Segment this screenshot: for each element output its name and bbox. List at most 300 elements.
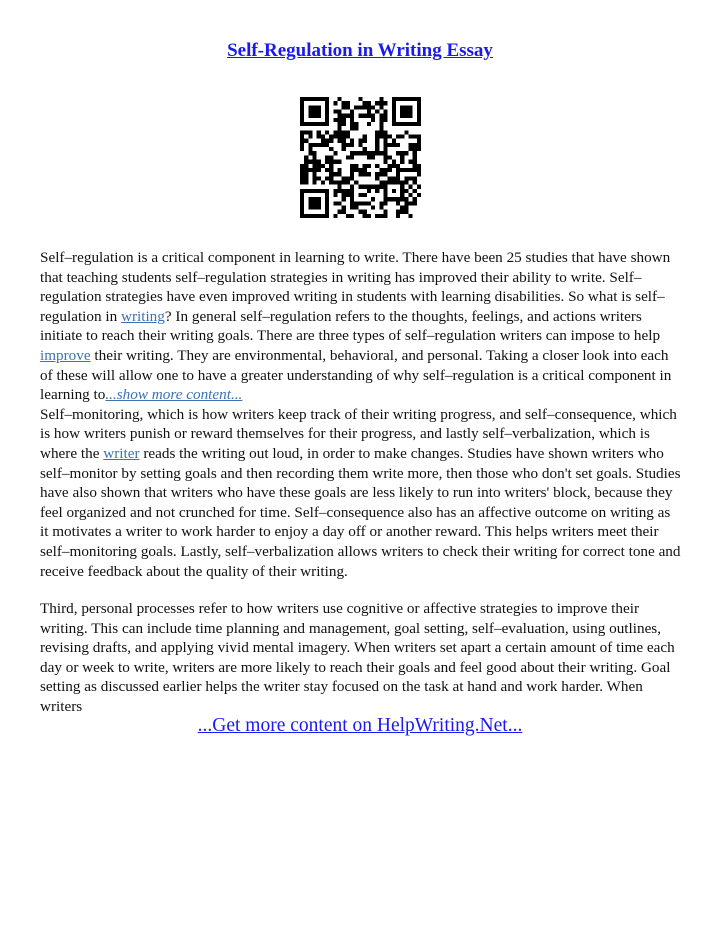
qr-module <box>413 97 417 101</box>
qr-module <box>388 143 392 147</box>
qr-module <box>300 214 304 218</box>
qr-module <box>375 176 379 180</box>
qr-module <box>383 185 387 189</box>
paragraph-1-text-c: their writing. They are environmental, behavioral, and personal. Taking a closer look into each of these will allow one to have a greater understanding of why self–regulation is a critical component in learning to <box>40 346 672 404</box>
qr-module <box>392 110 396 114</box>
qr-module <box>367 214 371 218</box>
qr-module <box>346 176 350 180</box>
qr-module <box>317 114 321 118</box>
qr-module <box>413 147 417 151</box>
qr-module <box>317 164 321 168</box>
qr-module <box>325 105 329 109</box>
qr-module <box>300 176 304 180</box>
qr-module <box>367 201 371 205</box>
qr-module <box>383 214 387 218</box>
qr-module <box>367 185 371 189</box>
qr-module <box>346 105 350 109</box>
qr-module <box>300 210 304 214</box>
qr-module <box>383 189 387 193</box>
qr-module <box>342 189 346 193</box>
qr-module <box>400 135 404 139</box>
qr-module <box>383 155 387 159</box>
qr-module <box>325 143 329 147</box>
qr-module <box>338 110 342 114</box>
qr-module <box>325 189 329 193</box>
qr-module <box>375 135 379 139</box>
qr-module <box>300 114 304 118</box>
qr-module <box>408 105 412 109</box>
qr-module <box>417 101 421 105</box>
qr-module <box>333 172 337 176</box>
qr-module <box>358 172 362 176</box>
qr-module <box>383 139 387 143</box>
qr-module <box>363 114 367 118</box>
qr-module <box>317 97 321 101</box>
qr-module <box>379 214 383 218</box>
qr-module <box>346 214 350 218</box>
qr-module <box>342 197 346 201</box>
qr-module <box>350 114 354 118</box>
qr-module <box>333 180 337 184</box>
qr-module <box>363 147 367 151</box>
qr-module <box>329 155 333 159</box>
qr-module <box>300 97 304 101</box>
qr-module <box>350 118 354 122</box>
qr-module <box>392 180 396 184</box>
qr-module <box>375 214 379 218</box>
qr-module <box>413 135 417 139</box>
qr-module <box>317 110 321 114</box>
paragraph-2 <box>40 405 682 581</box>
qr-module <box>338 185 342 189</box>
qr-module <box>304 130 308 134</box>
qr-module <box>308 189 312 193</box>
qr-module <box>329 172 333 176</box>
qr-module <box>383 197 387 201</box>
qr-module <box>413 176 417 180</box>
qr-module <box>404 201 408 205</box>
qr-module <box>342 193 346 197</box>
qr-module <box>300 105 304 109</box>
qr-module <box>350 110 354 114</box>
qr-module <box>404 176 408 180</box>
qr-module <box>367 151 371 155</box>
qr-module <box>379 201 383 205</box>
paragraph-2-text-b: reads the writing out loud, in order to make changes. Studies have shown writers who self–monitor by setting goals and then recording them write more, then those who don't set goals. Studies have also shown that writers who have these goals are less likely to run into writers' block, because they feel organized and not crunched for time. Self–consequence also has an affective outcome on writing as it motivates a writer to work harder to enjoy a day off or another reward. This helps writers meet their self–monitoring goals. Lastly, self–verbalization allows writers to check their writing for correct tone and receive feedback about the quality of their writing. <box>40 444 681 580</box>
qr-module <box>400 110 404 114</box>
qr-module <box>342 135 346 139</box>
qr-module <box>354 164 358 168</box>
qr-module <box>413 160 417 164</box>
qr-module <box>383 114 387 118</box>
qr-module <box>329 164 333 168</box>
qr-module <box>317 135 321 139</box>
improve-link[interactable]: improve <box>40 346 91 364</box>
qr-module <box>400 189 404 193</box>
qr-module <box>417 143 421 147</box>
qr-module <box>379 130 383 134</box>
qr-module <box>358 143 362 147</box>
qr-module <box>396 143 400 147</box>
qr-module <box>313 151 317 155</box>
qr-module <box>317 201 321 205</box>
qr-module <box>392 176 396 180</box>
qr-module <box>367 155 371 159</box>
qr-module <box>392 164 396 168</box>
qr-module <box>317 197 321 201</box>
qr-module <box>404 97 408 101</box>
qr-module <box>383 151 387 155</box>
qr-module <box>400 210 404 214</box>
qr-module <box>358 97 362 101</box>
qr-module <box>404 180 408 184</box>
qr-module <box>408 214 412 218</box>
qr-module <box>404 210 408 214</box>
qr-module <box>396 176 400 180</box>
qr-module <box>321 139 325 143</box>
qr-module <box>313 197 317 201</box>
qr-module <box>413 143 417 147</box>
qr-module <box>333 151 337 155</box>
qr-module <box>358 168 362 172</box>
qr-module <box>367 110 371 114</box>
qr-module <box>325 114 329 118</box>
qr-module <box>354 105 358 109</box>
qr-module <box>304 164 308 168</box>
qr-module <box>313 189 317 193</box>
qr-module <box>417 164 421 168</box>
qr-module <box>354 205 358 209</box>
qr-code-icon <box>300 97 421 218</box>
qr-module <box>325 201 329 205</box>
qr-module <box>317 130 321 134</box>
qr-module <box>304 214 308 218</box>
qr-module <box>321 180 325 184</box>
qr-module <box>396 210 400 214</box>
qr-module <box>408 168 412 172</box>
qr-module <box>350 214 354 218</box>
qr-module <box>392 105 396 109</box>
qr-module <box>396 172 400 176</box>
qr-module <box>308 122 312 126</box>
qr-module <box>379 151 383 155</box>
qr-module <box>325 197 329 201</box>
qr-module <box>321 97 325 101</box>
qr-module <box>371 155 375 159</box>
qr-module <box>304 172 308 176</box>
qr-module <box>417 122 421 126</box>
qr-module <box>350 185 354 189</box>
qr-module <box>367 164 371 168</box>
qr-module <box>363 139 367 143</box>
qr-module <box>300 118 304 122</box>
qr-module <box>333 118 337 122</box>
qr-module <box>404 189 408 193</box>
qr-module <box>308 114 312 118</box>
qr-module <box>338 114 342 118</box>
qr-module <box>392 139 396 143</box>
qr-module <box>317 105 321 109</box>
qr-module <box>325 110 329 114</box>
paragraph-1-text-a: Self–regulation is a critical component in learning to write. There have been 25 studies that have shown that teaching students self–regulation strategies in writing has improved their ability to write. Self–regulation strategies have even improved writing in students with learning disabilities. So what is self–regulation in <box>40 249 671 325</box>
qr-module <box>325 155 329 159</box>
qr-module <box>358 105 362 109</box>
qr-module <box>379 114 383 118</box>
qr-module <box>329 139 333 143</box>
qr-module <box>408 110 412 114</box>
paragraph-2-text-a: Self–monitoring, which is how writers keep track of their writing progress, and self–consequence, which is how writers punish or reward themselves for their progress, and lastly self–verbalization, which is where the <box>40 405 677 462</box>
qr-module <box>342 101 346 105</box>
qr-module <box>313 214 317 218</box>
qr-module <box>304 168 308 172</box>
writer-link[interactable]: writer <box>103 444 140 462</box>
qr-module <box>392 122 396 126</box>
qr-module <box>350 176 354 180</box>
qr-module <box>371 114 375 118</box>
qr-module <box>333 201 337 205</box>
qr-module <box>308 205 312 209</box>
qr-module <box>408 114 412 118</box>
qr-module <box>367 105 371 109</box>
qr-module <box>329 176 333 180</box>
qr-module <box>338 118 342 122</box>
qr-module <box>375 143 379 147</box>
qr-module <box>308 201 312 205</box>
qr-module <box>300 122 304 126</box>
qr-module <box>379 118 383 122</box>
qr-module <box>304 139 308 143</box>
qr-module <box>342 118 346 122</box>
qr-module <box>342 205 346 209</box>
qr-module <box>350 139 354 143</box>
qr-module <box>354 201 358 205</box>
qr-module <box>392 160 396 164</box>
qr-module <box>392 118 396 122</box>
qr-module <box>317 168 321 172</box>
qr-module <box>400 193 404 197</box>
qr-module <box>350 122 354 126</box>
qr-module <box>300 189 304 193</box>
qr-module <box>350 201 354 205</box>
qr-module <box>358 193 362 197</box>
qr-module <box>379 122 383 126</box>
qr-module <box>354 122 358 126</box>
qr-module <box>396 168 400 172</box>
qr-module <box>400 168 404 172</box>
qr-module <box>350 168 354 172</box>
qr-module <box>367 189 371 193</box>
qr-module <box>375 189 379 193</box>
qr-module <box>321 143 325 147</box>
qr-module <box>342 105 346 109</box>
qr-module <box>404 168 408 172</box>
qr-module <box>346 189 350 193</box>
qr-module <box>383 147 387 151</box>
qr-module <box>379 126 383 130</box>
qr-module <box>313 168 317 172</box>
qr-module <box>313 155 317 159</box>
qr-module <box>375 139 379 143</box>
qr-module <box>313 110 317 114</box>
qr-module <box>396 214 400 218</box>
qr-module <box>404 197 408 201</box>
qr-module <box>338 180 342 184</box>
qr-module <box>400 105 404 109</box>
essay-title-link[interactable]: Self-Regulation in Writing Essay <box>227 40 493 61</box>
qr-module <box>350 164 354 168</box>
qr-module <box>300 180 304 184</box>
qr-module <box>300 205 304 209</box>
qr-module <box>408 201 412 205</box>
qr-module <box>358 201 362 205</box>
qr-module <box>329 135 333 139</box>
qr-module <box>417 118 421 122</box>
writing-link[interactable]: writing <box>120 307 165 325</box>
qr-module <box>408 122 412 126</box>
qr-module <box>379 185 383 189</box>
qr-module <box>363 185 367 189</box>
qr-module <box>329 168 333 172</box>
qr-module <box>404 122 408 126</box>
qr-module <box>317 160 321 164</box>
qr-module <box>379 172 383 176</box>
qr-module <box>304 97 308 101</box>
qr-module <box>371 118 375 122</box>
qr-module <box>367 114 371 118</box>
qr-module <box>304 155 308 159</box>
qr-module <box>333 110 337 114</box>
qr-module <box>325 101 329 105</box>
qr-module <box>363 135 367 139</box>
qr-module <box>354 151 358 155</box>
qr-module <box>400 114 404 118</box>
qr-module <box>396 151 400 155</box>
qr-module <box>363 168 367 172</box>
qr-module <box>338 126 342 130</box>
qr-module <box>342 210 346 214</box>
qr-module <box>383 172 387 176</box>
qr-module <box>400 122 404 126</box>
qr-module <box>379 180 383 184</box>
qr-module <box>300 172 304 176</box>
qr-module <box>392 189 396 193</box>
qr-module <box>325 97 329 101</box>
qr-module <box>383 118 387 122</box>
qr-module <box>363 193 367 197</box>
qr-module <box>333 193 337 197</box>
qr-module <box>342 147 346 151</box>
qr-module <box>333 160 337 164</box>
qr-module <box>313 97 317 101</box>
qr-module <box>363 201 367 205</box>
qr-module <box>358 114 362 118</box>
qr-module <box>379 168 383 172</box>
qr-module <box>329 160 333 164</box>
qr-module <box>379 105 383 109</box>
qr-module <box>338 122 342 126</box>
qr-module <box>333 214 337 218</box>
qr-module <box>383 143 387 147</box>
qr-module <box>325 193 329 197</box>
qr-module <box>388 197 392 201</box>
qr-module <box>346 130 350 134</box>
qr-module <box>338 189 342 193</box>
qr-module <box>317 143 321 147</box>
qr-module <box>313 164 317 168</box>
qr-module <box>392 97 396 101</box>
qr-module <box>383 135 387 139</box>
qr-module <box>308 110 312 114</box>
qr-module <box>308 151 312 155</box>
qr-module <box>300 164 304 168</box>
qr-module <box>321 122 325 126</box>
qr-module <box>413 189 417 193</box>
qr-module <box>383 160 387 164</box>
qr-module <box>400 185 404 189</box>
qr-module <box>300 101 304 105</box>
qr-module <box>417 172 421 176</box>
qr-module <box>317 214 321 218</box>
qr-module <box>396 164 400 168</box>
qr-module <box>358 139 362 143</box>
qr-module <box>325 214 329 218</box>
qr-module <box>342 176 346 180</box>
show-more-link[interactable]: ...show more content... <box>105 386 243 404</box>
qr-module <box>329 180 333 184</box>
qr-module <box>350 151 354 155</box>
qr-module <box>396 97 400 101</box>
qr-module <box>413 201 417 205</box>
qr-module <box>383 110 387 114</box>
qr-module <box>321 164 325 168</box>
qr-module <box>396 201 400 205</box>
qr-module <box>388 168 392 172</box>
qr-module <box>358 210 362 214</box>
qr-module <box>325 205 329 209</box>
qr-module <box>375 172 379 176</box>
qr-module <box>317 122 321 126</box>
qr-module <box>342 114 346 118</box>
qr-module <box>308 97 312 101</box>
paragraph-1-text-b: ? In general self–regulation refers to the thoughts, feelings, and actions writers initiate to reach their writing goals. There are three types of self–regulation writers can impose to help <box>40 307 661 345</box>
qr-module <box>304 160 308 164</box>
paragraph-3: Third, personal processes refer to how writers use cognitive or affective strategies to improve their writing. This can include time planning and management, goal setting, self–evaluation, using outlines, revising drafts, and applying vivid mental imagery. When writers set apart a certain amount of time each day or week to write, writers are more likely to reach their goals and feel good about their writing. Goal setting as discussed earlier helps the writer stay focused on the task at hand and work harder. When writers <box>40 600 675 716</box>
qr-module <box>354 168 358 172</box>
qr-module <box>404 151 408 155</box>
qr-module <box>363 151 367 155</box>
qr-module <box>308 147 312 151</box>
qr-module <box>313 160 317 164</box>
qr-module <box>404 110 408 114</box>
qr-module <box>363 214 367 218</box>
qr-module <box>408 135 412 139</box>
qr-module <box>313 105 317 109</box>
qr-module <box>417 110 421 114</box>
qr-module <box>375 101 379 105</box>
qr-module <box>325 122 329 126</box>
qr-module <box>417 105 421 109</box>
qr-module <box>413 151 417 155</box>
get-more-content-link[interactable]: ...Get more content on HelpWriting.Net... <box>197 715 523 736</box>
qr-module <box>392 197 396 201</box>
qr-module <box>308 135 312 139</box>
qr-module <box>396 180 400 184</box>
qr-module <box>388 176 392 180</box>
qr-module <box>404 114 408 118</box>
qr-module <box>404 205 408 209</box>
qr-module <box>392 143 396 147</box>
qr-module <box>300 139 304 143</box>
